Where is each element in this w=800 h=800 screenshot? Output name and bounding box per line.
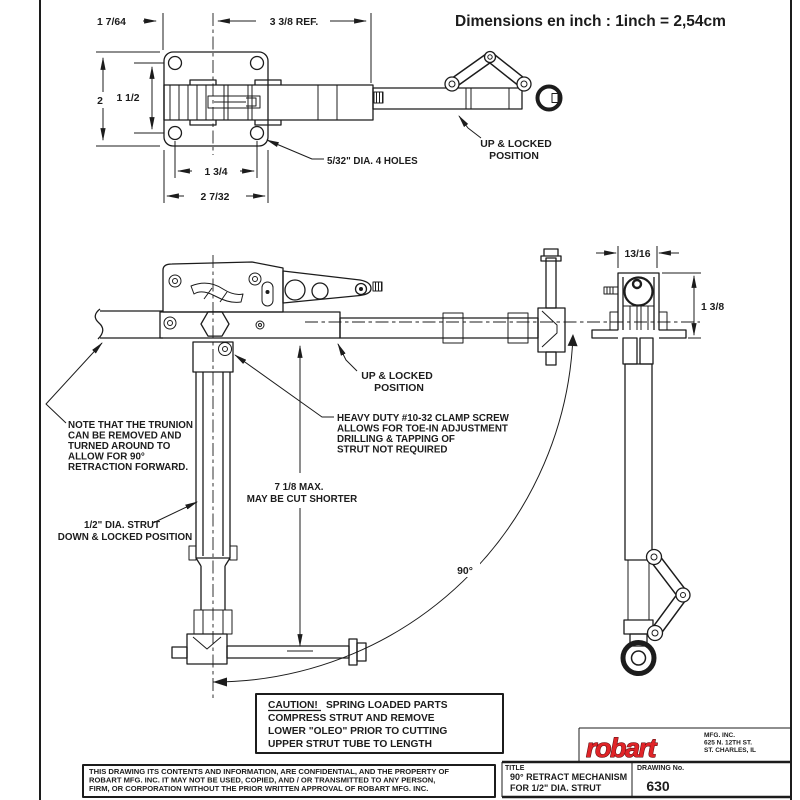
caution-line: COMPRESS STRUT AND REMOVE — [268, 713, 435, 724]
legal-line: THIS DRAWING ITS CONTENTS AND INFORMATION, ARE CONFIDENTIAL, AND THE PROPERTY OF — [89, 767, 449, 776]
dim-height-text: 1 3/8 — [701, 302, 725, 313]
drawing-no-value: 630 — [646, 778, 670, 794]
pivot-hole — [651, 554, 657, 560]
pivot-hole — [652, 630, 658, 636]
drawing-title-line2: FOR 1/2" DIA. STRUT — [510, 783, 602, 793]
dim-width-text: 13/16 — [624, 249, 651, 260]
clamp-note-line: STRUT NOT REQUIRED — [337, 444, 448, 456]
trunion-note-line: RETRACTION FORWARD. — [68, 462, 189, 473]
up-locked-mid-line2: POSITION — [374, 383, 424, 394]
up-locked-top-line1: UP & LOCKED — [480, 139, 552, 150]
clamp-note-line: DRILLING & TAPPING OF — [337, 434, 455, 445]
dim-plate-height-text: 2 — [97, 96, 103, 107]
clamp-note-line: ALLOWS FOR TOE-IN ADJUSTMENT — [337, 423, 508, 435]
drawing-no-label: DRAWING No. — [637, 765, 685, 772]
company-line: 625 N. 12TH ST. — [704, 739, 753, 747]
company-line: MFG. INC. — [704, 732, 736, 739]
title-label: TITLE — [505, 765, 525, 772]
caution-heading: CAUTION! — [268, 700, 318, 711]
company-line: ST. CHARLES, IL — [704, 747, 757, 754]
caution-line: LOWER "OLEO" PRIOR TO CUTTING — [268, 726, 448, 737]
up-locked-mid-line1: UP & LOCKED — [361, 371, 433, 382]
page-title: Dimensions en inch : 1inch = 2,54cm — [455, 13, 726, 30]
dim-offset-text: 1 7/64 — [97, 17, 126, 28]
legal-line: FIRM, OR CORPORATION WITHOUT THE PRIOR WRITTEN APPROVAL OF ROBART MFG. INC. — [89, 784, 429, 793]
legal-line: ROBART MFG. INC. IT MAY NOT BE USED, COPIED, AND / OR TRANSMITTED TO ANY PERSON, — [89, 775, 436, 785]
drawing-title-line1: 90° RETRACT MECHANISM — [510, 772, 628, 782]
arm-end-pin — [359, 287, 363, 291]
trunion-note-line: TURNED AROUND TO — [68, 441, 171, 452]
holes-note-text: 5/32" DIA. 4 HOLES — [327, 156, 418, 167]
hub-notch — [552, 94, 558, 103]
clamp-note-line: HEAVY DUTY #10-32 CLAMP SCREW — [337, 413, 509, 424]
pivot-hole — [681, 593, 686, 598]
dim-hole-v-text: 1 1/2 — [116, 93, 140, 104]
caution-line: SPRING LOADED PARTS — [326, 700, 448, 711]
dim-hole-h-text: 1 3/4 — [204, 167, 228, 178]
retract-angle-text: 90° — [457, 566, 473, 577]
pivot-hole — [449, 81, 455, 87]
robart-logo: robart — [586, 733, 656, 763]
trunion-note-line: ALLOW FOR 90° — [68, 451, 145, 463]
slot-pin — [266, 290, 270, 294]
trunion-note-line: NOTE THAT THE TRUNION — [68, 420, 193, 431]
up-locked-top-line2: POSITION — [489, 151, 539, 162]
strut-length-text1: 7 1/8 MAX. — [274, 482, 324, 493]
pivot-hole — [488, 55, 492, 59]
dim-plate-w-text: 2 7/32 — [200, 192, 230, 203]
pivot-hole — [521, 81, 527, 87]
strut-label-line2: DOWN & LOCKED POSITION — [57, 532, 193, 543]
strut-length-text2: MAY BE CUT SHORTER — [246, 494, 358, 505]
dim-ref-text: 3 3/8 REF. — [269, 17, 319, 28]
strut-label-line1: 1/2" DIA. STRUT — [84, 520, 160, 531]
caution-line: UPPER STRUT TUBE TO LENGTH — [268, 739, 432, 750]
trunion-note-line: CAN BE REMOVED AND — [68, 430, 182, 442]
